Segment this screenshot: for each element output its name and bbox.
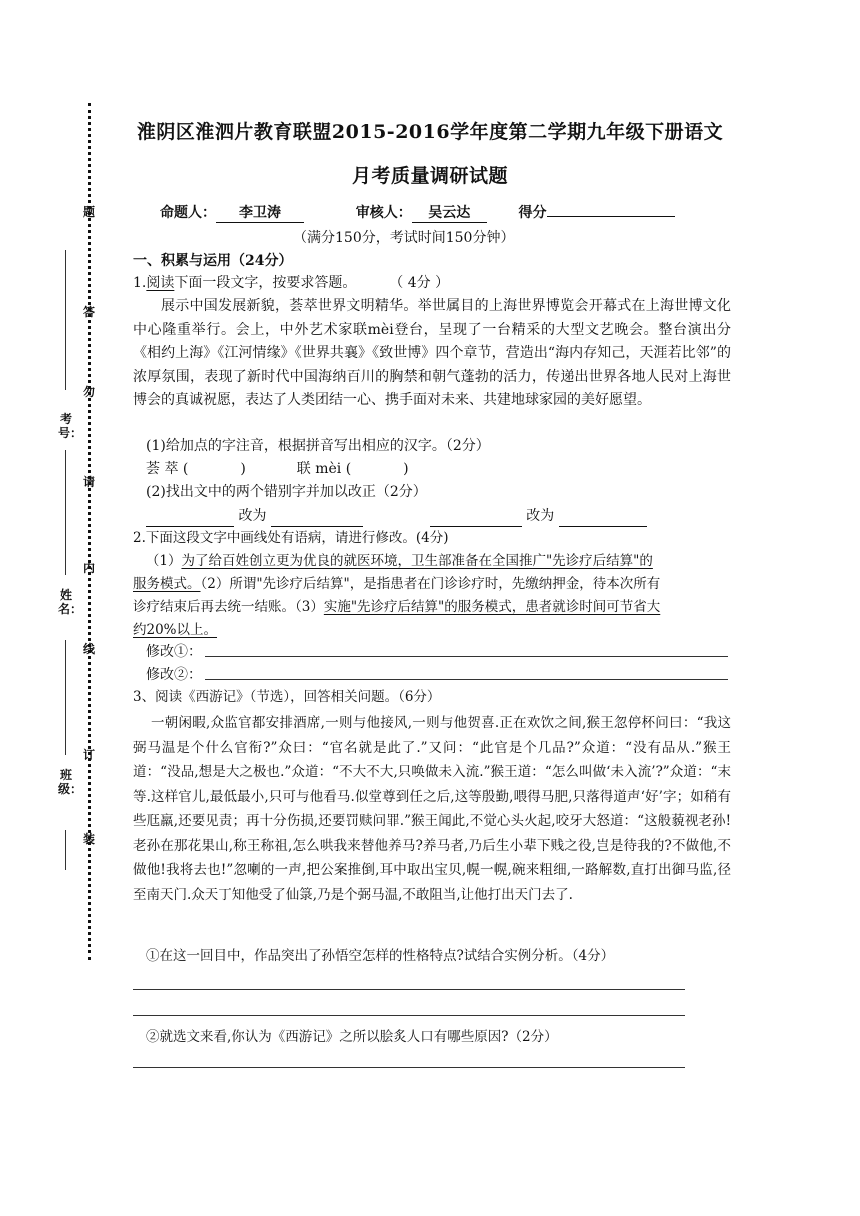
fix2-label: 修改②： [146,667,202,683]
exam-info-row [160,202,675,223]
change-label-1: 改为 [238,508,267,524]
fix-char-blank-2[interactable] [559,511,647,527]
pinyin-item-1: 荟 萃 ( [146,461,189,477]
q3-sub2: ②就选文来看,你认为《西游记》之所以脍炙人口有哪些原因?（2分） [146,1029,558,1045]
author-label: 命题人： [160,205,216,221]
q3-passage: 一朝闲暇,众监官都安排酒席,一则与他接风,一则与他贺喜.正在欢饮之间,猴王忽停杯问曰：“我这弼马温是个什么官衔?”众曰：“官名就是此了.”又问：“此官是个几品?”众道：“没有品从.”猴王道：“没品,想是大之极也.”众道：“不大不大,只唤做未入流.”猴王道：“怎么叫做‘未入流’?”众道：“末等.这样官儿,最低最小,只可与他看马.似堂尊到任之后,这等殷勤,喂得马肥,只落得道声‘好’字；如稍有些尫羸,还要见责；再十分伤损,还要罚赎问罪.”猴王闻此,不觉心头火起,咬牙大怒道：“这般藐视老孙!老孙在那花果山,称王称祖,怎么哄我来替他养马?养马者,乃后生小辈下贱之役,岂是待我的?不做他,不做他!我将去也!”忽喇的一声,把公案推倒,耳中取出宝贝,幌一幌,碗来粗细,一路解数,直打出御马监,径至南天门.众天丁知他受了仙箓,乃是个弼马温,不敢阻当,让他打出天门去了. [133,715,731,903]
exam-note: （满分150分，考试时间150分钟） [293,230,515,246]
wrong-char-blank-2[interactable] [430,511,522,527]
seal-char-6: 线 [82,642,95,656]
seal-char-4: 请 [82,475,95,489]
q1-number: 1. [133,275,147,291]
q3-sub1-answer-line-1[interactable] [133,989,685,990]
q1-correction-row [146,505,647,527]
q1-lead-underlined: 阅读 [146,275,175,291]
margin-line-2 [65,450,66,575]
seal-char-5: 内 [82,561,95,575]
q2-s1-underlined-a: 为了给百姓创立更为优良的就医环境，卫生部准备在全国推广"先诊疗后结算"的 [181,553,653,569]
q3-sub2-answer-line[interactable] [133,1067,685,1068]
seal-char-1: 题 [82,205,95,219]
field-exam-no: 考号： [58,412,83,440]
q1-passage: 展示中国发展新貌，荟萃世界文明精华。举世属目的上海世界博览会开幕式在上海世博文化中心隆重举行。会上，中外艺术家联mèi登台，呈现了一台精采的大型文艺晚会。整台演出分《相约上海》《江河情缘》《世界共襄》《致世博》四个章节，营造出“海内存知己，天涯若比邻”的浓厚氛围，表现了新时代中国海纳百川的胸禁和朝气蓬勃的活力，传递出世界各地人民对上海世博会的真诚祝愿，表达了人类团结一心、携手面对未来、共建地球家园的美好愿望。 [133,298,731,408]
q2-s1-num: （1） [145,553,182,569]
seal-char-3: 勿 [82,385,95,399]
q1-sub2: (2)找出文中的两个错别字并加以改正（2分） [146,484,427,500]
q1-prompt [133,272,449,294]
q1-lead: 下面一段文字，按要求答题。 [174,275,357,291]
reviewer-label: 审核人： [355,205,412,221]
q2-prompt: 2.下面这段文字中画线处有语病，请进行修改。(4分) [133,530,449,546]
score-field[interactable] [547,216,675,217]
margin-line-1 [65,250,66,390]
score-label: 得分 [518,205,547,221]
reviewer-value: 吴云达 [412,202,487,223]
q3-sub1-answer-line-2[interactable] [133,1015,685,1016]
margin-line-3 [65,640,66,755]
margin-line-4 [65,830,66,870]
q1-sub1: (1)给加点的字注音，根据拼音写出相应的汉字。（2分） [146,438,490,454]
q2-s3-underlined-b: 约20%以上。 [133,622,218,638]
wrong-char-blank-1[interactable] [146,511,234,527]
q1-points: （ 4分 ） [389,275,450,291]
q2-s2-text-b: 诊疗结束后再去统一结账。（3） [133,599,324,615]
q3-prompt: 3、阅读《西游记》（节选），回答相关问题。（6分） [133,689,441,705]
seal-char-8: 装 [82,832,95,846]
q1-sub1-items [146,458,409,480]
pinyin-item-2: 联 mèi ( [296,461,352,477]
q3-sub1: ①在这一回目中，作品突出了孙悟空怎样的性格特点?试结合实例分析。（4分） [146,948,615,964]
section-heading: 一、积累与运用（24分） [133,253,293,269]
change-label-2: 改为 [526,508,555,524]
seal-char-7: 订 [82,748,95,762]
field-name: 姓名： [58,588,83,616]
fix1-label: 修改①： [146,644,202,660]
fix-char-blank-1[interactable] [271,511,363,527]
fix2-answer-line[interactable] [205,679,728,680]
q2-passage [133,550,733,642]
paren-close-2: ) [403,461,409,477]
q2-s3-underlined-a: 实施"先诊疗后结算"的服务模式，患者就诊时间可节省大 [323,599,661,615]
q2-s1-underlined-b: 服务模式。 [133,576,201,592]
author-value: 李卫涛 [216,202,304,223]
paren-close-1: ) [240,461,246,477]
title-line-2: 月考质量调研试题 [351,165,508,187]
seal-char-2: 答 [82,305,95,319]
fix1-answer-line[interactable] [205,656,728,657]
title-line-1: 淮阴区淮泗片教育联盟2015-2016学年度第二学期九年级下册语文 [136,121,724,143]
q2-s2-text-a: （2）所谓"先诊疗后结算"，是指患者在门诊诊疗时，先缴纳押金，待本次所有 [200,576,661,592]
field-class: 班级： [58,768,83,796]
